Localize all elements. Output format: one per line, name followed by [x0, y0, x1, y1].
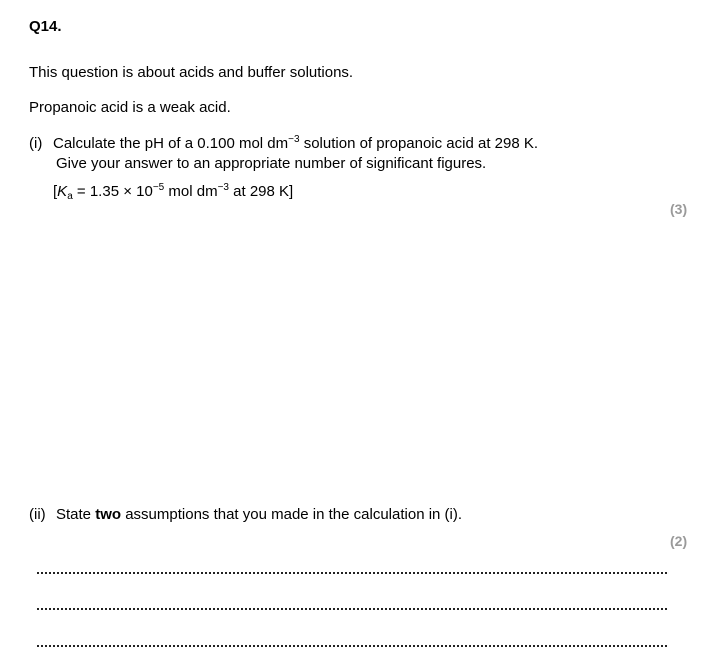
part-i-text-b: solution of propanoic acid at 298 K.: [299, 135, 539, 152]
part-ii-emphasis: two: [95, 506, 122, 523]
question-number: Q14.: [29, 18, 62, 35]
ka-value: [53, 183, 293, 200]
part-i-answer-space[interactable]: [29, 225, 669, 495]
ka-symbol: K: [57, 183, 68, 200]
part-i-marks: (3): [670, 201, 688, 217]
ka-open: [: [53, 183, 58, 200]
part-i-text-a: Calculate the pH of a 0.100 mol dm: [53, 135, 289, 152]
part-i-instruction: [53, 135, 538, 152]
ka-mantissa: = 1.35 × 10: [72, 183, 153, 200]
intro-text-1: This question is about acids and buffer solutions.: [29, 64, 354, 81]
part-ii-marks: (2): [670, 533, 688, 549]
part-ii-instruction: [56, 506, 462, 523]
answer-line-2[interactable]: [37, 608, 667, 610]
part-ii-text-a: State: [56, 506, 96, 523]
part-ii-text-b: assumptions that you made in the calculation in (i).: [121, 506, 463, 523]
ka-unit-exponent: −3: [217, 182, 229, 193]
ka-exponent: −5: [152, 182, 165, 193]
ka-temp: at 298 K]: [228, 183, 294, 200]
answer-line-1[interactable]: [37, 572, 667, 574]
part-ii-label: (ii): [29, 506, 46, 523]
part-i-sigfig-instruction: Give your answer to an appropriate number of significant figures.: [56, 155, 487, 172]
intro-text-2: Propanoic acid is a weak acid.: [29, 99, 231, 116]
ka-unit: mol dm: [164, 183, 218, 200]
ka-subscript: a: [67, 191, 73, 202]
part-i-label: (i): [29, 135, 43, 152]
answer-line-3[interactable]: [37, 645, 667, 647]
part-i-superscript: −3: [288, 134, 300, 145]
